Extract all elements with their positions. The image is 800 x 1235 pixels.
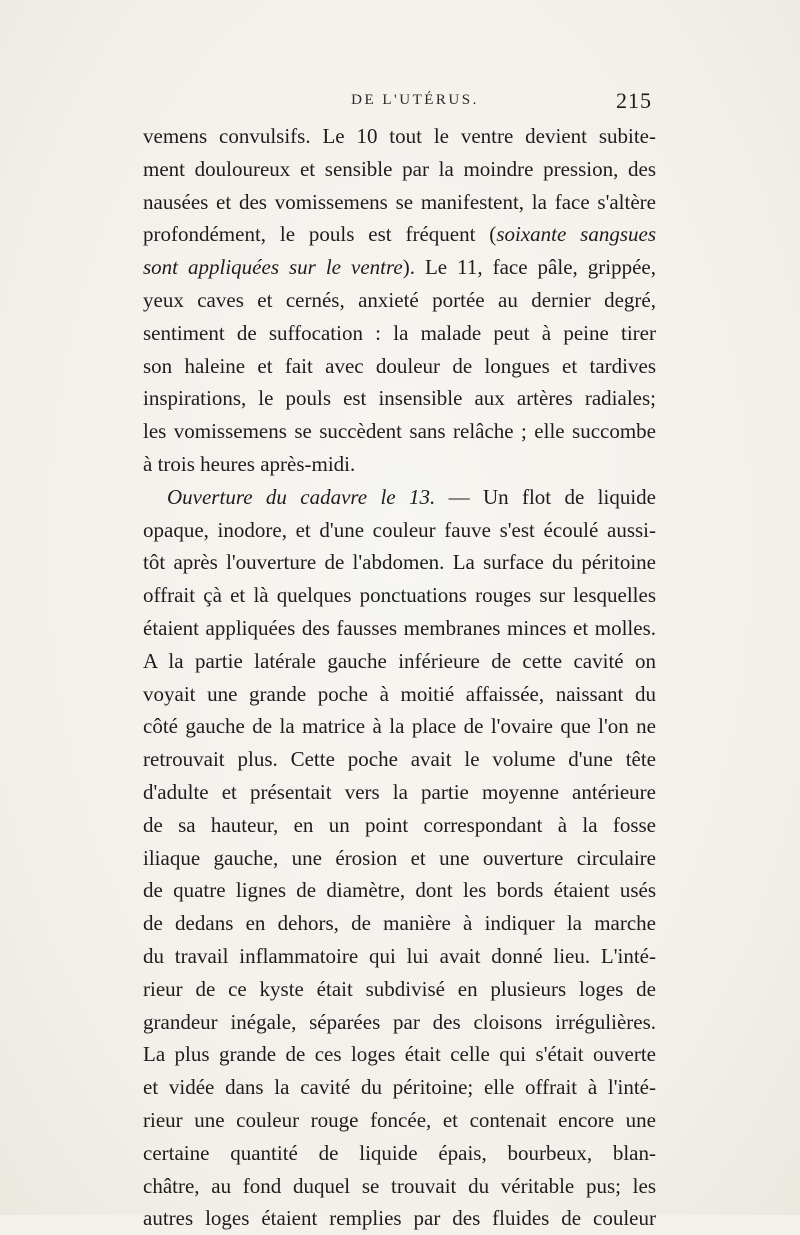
text-line: son haleine et fait avec douleur de longues et tardives <box>143 353 656 378</box>
text-line: d'adulte et présentait vers la partie moyenne antérieure <box>143 779 656 804</box>
text-line: de quatre lignes de diamètre, dont les bords étaient usés <box>143 878 656 903</box>
text-line: retrouvait plus. Cette poche avait le volume d'une tête <box>143 747 656 772</box>
running-head <box>170 88 660 122</box>
text-line: rieur une couleur rouge foncée, et contenait encore une <box>143 1107 656 1132</box>
section-heading-line <box>143 481 656 514</box>
section-heading: Ouverture du cadavre le 13. <box>167 484 436 509</box>
text-line: offrait çà et là quelques ponctuations rouges sur lesquelles <box>143 583 656 608</box>
text-run: ). Le 11, face pâle, grippée, <box>402 255 656 280</box>
text-line <box>143 218 656 251</box>
italic-run: soixante sangsues <box>496 222 656 247</box>
text-line: opaque, inodore, et d'une couleur fauve s'est écoulé aussi- <box>143 517 656 542</box>
text-line: iliaque gauche, une érosion et une ouverture circulaire <box>143 845 656 870</box>
text-line: châtre, au fond duquel se trouvait du véritable pus; les <box>143 1173 656 1198</box>
text-run: — Un flot de liquide <box>435 484 656 509</box>
text-line: A la partie latérale gauche inférieure de cette cavité on <box>143 648 656 673</box>
text-line: sentiment de suffocation : la malade peut à peine tirer <box>143 320 656 345</box>
text-line: yeux caves et cernés, anxieté portée au dernier degré, <box>143 287 656 312</box>
body-text <box>143 120 656 1235</box>
text-line: La plus grande de ces loges était celle qui s'était ouverte <box>143 1042 656 1067</box>
text-line: à trois heures après-midi. <box>143 451 356 476</box>
italic-run: sont appliquées sur le ventre <box>143 255 403 280</box>
text-line: du travail inflammatoire qui lui avait donné lieu. L'inté- <box>143 943 656 968</box>
text-line: rieur de ce kyste était subdivisé en plusieurs loges de <box>143 976 656 1001</box>
running-title: DE L'UTÉRUS. <box>351 92 479 108</box>
text-line: voyait une grande poche à moitié affaissée, naissant du <box>143 681 656 706</box>
text-line: autres loges étaient remplies par des fluides de couleur <box>143 1206 656 1231</box>
text-line: étaient appliquées des fausses membranes minces et molles. <box>143 615 656 640</box>
text-line: les vomissemens se succèdent sans relâche ; elle succombe <box>143 419 656 444</box>
text-line: nausées et des vomissemens se manifestent, la face s'altère <box>143 189 656 214</box>
text-line <box>143 251 656 284</box>
text-run: profondément, le pouls est fréquent ( <box>143 222 497 247</box>
text-line: de sa hauteur, en un point correspondant à la fosse <box>143 812 656 837</box>
text-line: grandeur inégale, séparées par des cloisons irrégulières. <box>143 1009 656 1034</box>
text-line: certaine quantité de liquide épais, bourbeux, blan- <box>143 1140 656 1165</box>
text-line: côté gauche de la matrice à la place de l'ovaire que l'on ne <box>143 714 656 739</box>
page-number: 215 <box>616 88 652 113</box>
text-line: inspirations, le pouls est insensible aux artères radiales; <box>143 386 656 411</box>
text-line: et vidée dans la cavité du péritoine; elle offrait à l'inté- <box>143 1075 656 1100</box>
text-line: tôt après l'ouverture de l'abdomen. La surface du péritoine <box>143 550 656 575</box>
text-line: de dedans en dehors, de manière à indiquer la marche <box>143 911 656 936</box>
text-line: vemens convulsifs. Le 10 tout le ventre devient subite- <box>143 124 656 148</box>
text-line: ment douloureux et sensible par la moindre pression, des <box>143 156 656 181</box>
